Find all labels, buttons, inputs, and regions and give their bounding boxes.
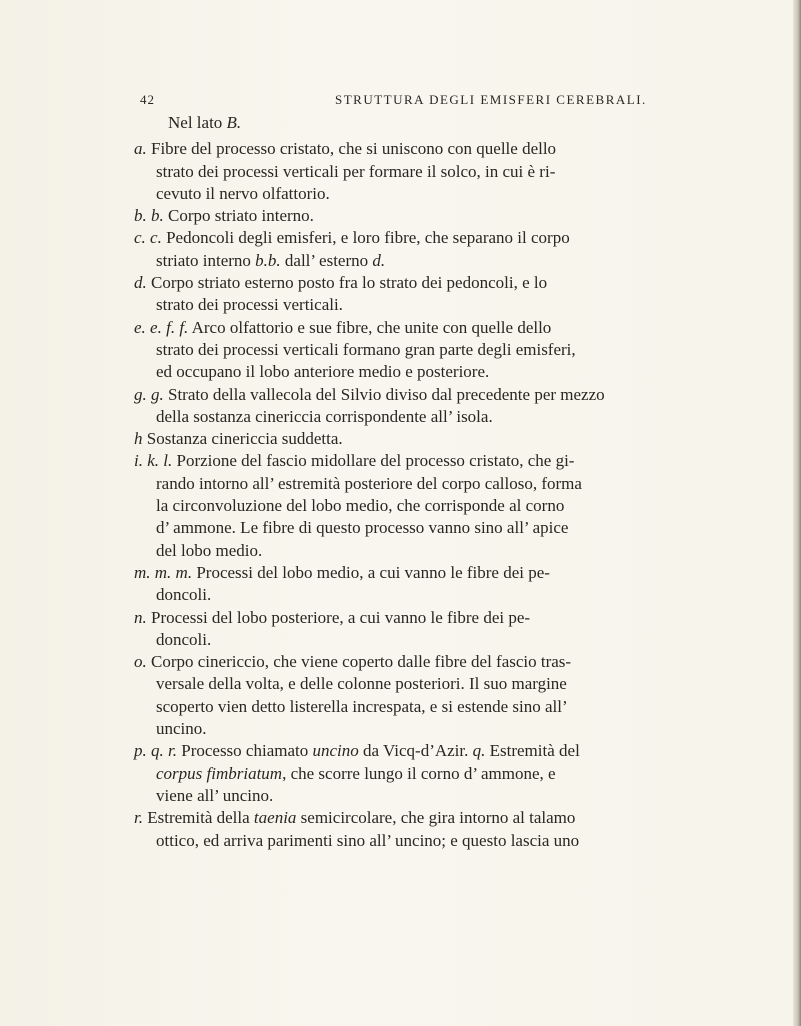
page-number: 42 xyxy=(140,92,155,107)
legend-entry-r: r. Estremità della taenia semicircolare, che gira intorno al talamo ottico, ed arriva parimenti sino all’ uncino; e questo lascia uno xyxy=(134,808,580,850)
page-header xyxy=(140,92,760,112)
legend-entry-a: a. Fibre del processo cristato, che si uniscono con quelle dello strato dei processi verticali per formare il solco, in cui è ri- cevuto il nervo olfattorio. xyxy=(134,139,557,203)
legend-entry-n: n. Processi del lobo posteriore, a cui vanno le fibre dei pe- doncoli. xyxy=(134,607,531,649)
entry-label: i. k. l. xyxy=(134,451,173,471)
legend-entry-p: p. q. r. Processo chiamato uncino da Vicq-d’Azir. q. Estremità del corpus fimbriatum, che scorre lungo il corno d’ ammone, e viene all’ uncino. xyxy=(134,741,580,805)
entry-label: c. c. xyxy=(134,228,162,248)
entry-label: a. xyxy=(134,139,147,159)
legend-entry-i: i. k. l. Porzione del fascio midollare del processo cristato, che gi- rando intorno all’ estremità posteriore del corpo calloso, forma la circonvoluzione del lobo medio, che corrisponde al corno d’ ammone. Le fibre di questo processo vanno sino all’ apice del lobo medio. xyxy=(134,451,582,560)
entry-label: n. xyxy=(134,607,147,627)
entry-label: g. g. xyxy=(134,384,164,404)
entry-label: e. e. f. f. xyxy=(134,317,189,337)
legend-entry-b: b. b. Corpo striato interno. xyxy=(134,206,314,226)
legend-entry-d: d. Corpo striato esterno posto fra lo strato dei pedoncoli, e lo strato dei processi verticali. xyxy=(134,273,548,315)
intro-line: Nel lato B. xyxy=(168,113,242,132)
running-title: STRUTTURA DEGLI EMISFERI CEREBRALI. xyxy=(335,92,647,107)
entry-label: h xyxy=(134,429,143,449)
legend-entry-m: m. m. m. Processi del lobo medio, a cui vanno le fibre dei pe- doncoli. xyxy=(134,562,550,605)
legend-entry-g: g. g. Strato della vallecola del Silvio diviso dal precedente per mezzo della sostanza cinericcia corrispondente all’ isola. xyxy=(134,384,605,426)
legend-entry-o: o. Corpo cinericcio, che viene coperto dalle fibre del fascio tras- versale della volta, e delle colonne posteriori. Il suo margine scoperto vien detto listerella increspata, e si estende sino all’ uncino. xyxy=(134,652,572,739)
entry-label: b. b. xyxy=(134,206,164,226)
body-text xyxy=(134,112,774,852)
entry-label: m. m. m. xyxy=(134,562,193,582)
entry-label: p. q. r. xyxy=(134,741,177,761)
entry-label: r. xyxy=(134,808,143,828)
entry-label: o. xyxy=(134,652,147,672)
page-edge-shadow xyxy=(793,0,801,1026)
legend-entry-h: h Sostanza cinericcia suddetta. xyxy=(134,429,343,449)
legend-entry-e: e. e. f. f. Arco olfattorio e sue fibre, che unite con quelle dello strato dei processi verticali formano gran parte degli emisferi, ed occupano il lobo anteriore medio e posteriore. xyxy=(134,317,576,382)
legend-entry-c: c. c. Pedoncoli degli emisferi, e loro fibre, che separano il corpo striato interno b.b. dall’ esterno d. xyxy=(134,228,570,270)
entry-label: d. xyxy=(134,273,147,293)
